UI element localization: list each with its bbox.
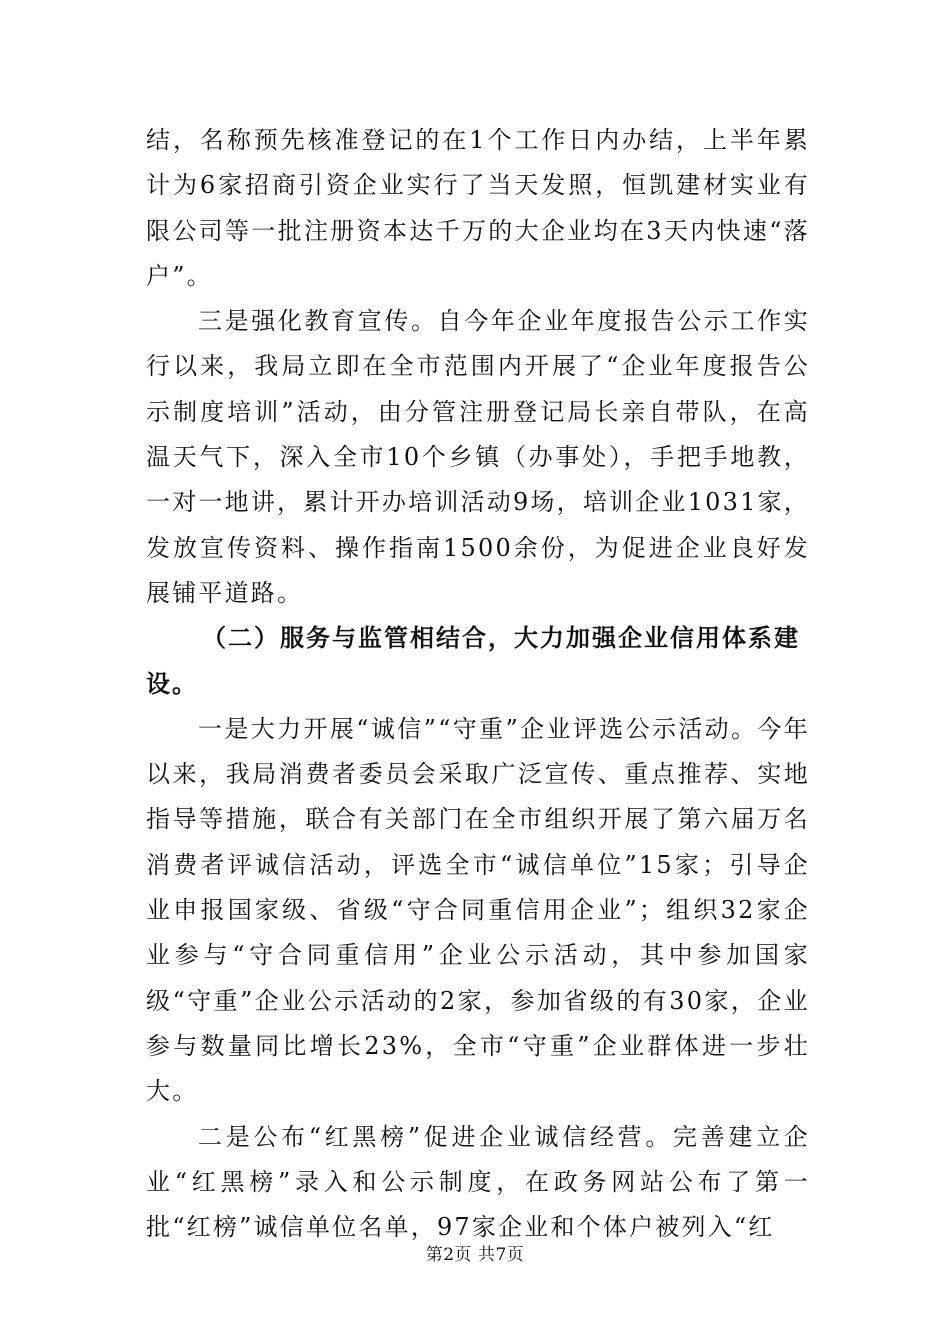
paragraph-education-publicity: 三是强化教育宣传。自今年企业年度报告公示工作实行以来，我局立即在全市范围内开展了“企业年度报告公示制度培训”活动，由分管注册登记局长亲自带队，在高温天气下，深入全市10个乡镇（办事处），手把手地教，一对一地讲，累计开办培训活动9场，培训企业1031家，发放宣传资料、操作指南1500余份，为促进企业良好发展铺平道路。 xyxy=(146,307,810,607)
page-number-footer: 第2页 共7页 xyxy=(425,1245,525,1265)
paragraph-red-black-list: 二是公布“红黑榜”促进企业诚信经营。完善建立企业“红黑榜”录入和公示制度，在政务网站公布了第一批“红榜”诚信单位名单，97家企业和个体户被列入“红 xyxy=(146,1122,810,1242)
document-body xyxy=(146,118,810,1250)
paragraph-integrity-evaluation: 一是大力开展“诚信”“守重”企业评选公示活动。今年以来，我局消费者委员会采取广泛宣传、重点推荐、实地指导等措施，联合有关部门在全市组织开展了第六届万名消费者评诚信活动，评选全市“诚信单位”15家；引导企业申报国家级、省级“守合同重信用企业”；组织32家企业参与“守合同重信用”企业公示活动，其中参加国家级“守重”企业公示活动的2家，参加省级的有30家，企业参与数量同比增长23%，全市“守重”企业群体进一步壮大。 xyxy=(146,714,810,1106)
paragraph-continuation: 结，名称预先核准登记的在1个工作日内办结，上半年累计为6家招商引资企业实行了当天发照，恒凯建材实业有限公司等一批注册资本达千万的大企业均在3天内快速“落户”。 xyxy=(146,126,810,290)
section-heading-credit-system: （二）服务与监管相结合，大力加强企业信用体系建设。 xyxy=(146,624,800,698)
